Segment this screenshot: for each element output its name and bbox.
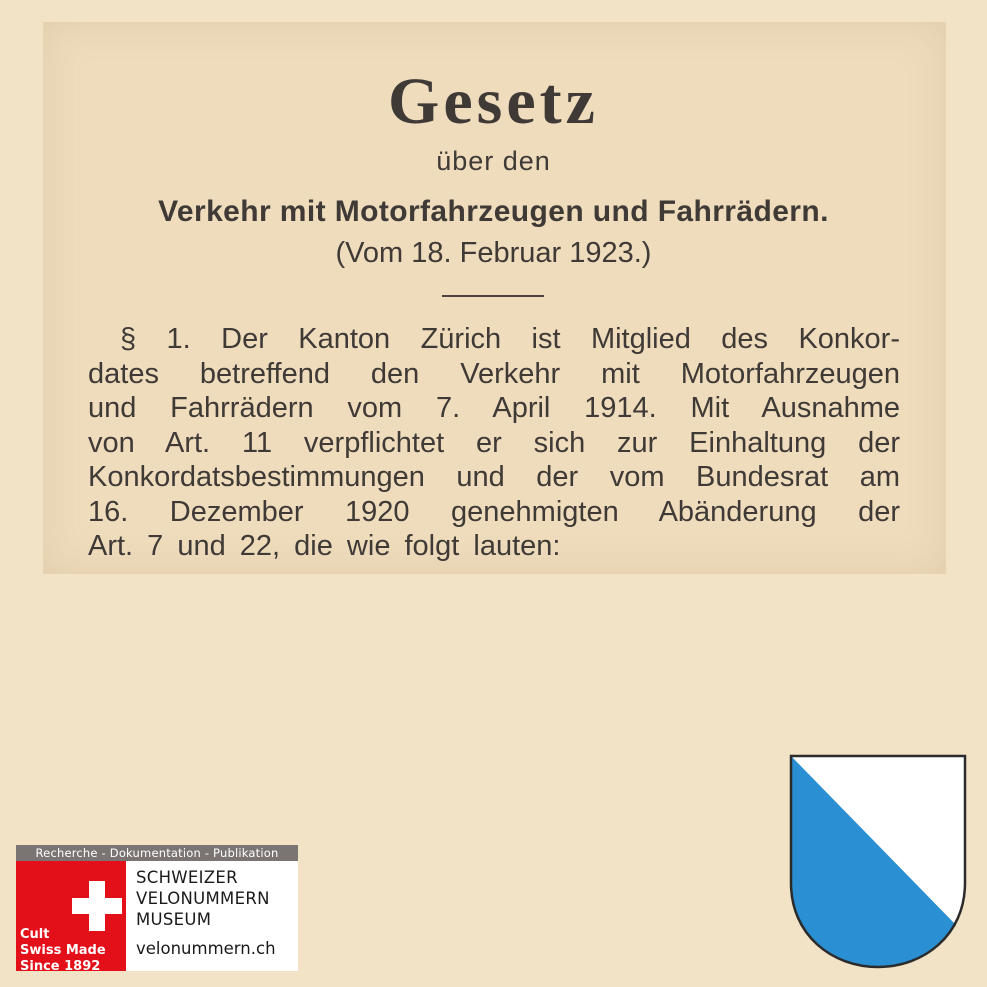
- document-divider: [442, 295, 544, 297]
- document-subject: Verkehr mit Motorfahrzeugen und Fahrrädern.: [158, 195, 829, 228]
- swiss-cross-icon: [72, 881, 122, 931]
- logo-name-line: SCHWEIZER: [136, 868, 238, 887]
- document-paragraph: [88, 322, 900, 564]
- logo-white-panel: [126, 861, 298, 971]
- paragraph-line: von Art. 11 verpflichtet er sich zur Einhaltung der: [88, 426, 900, 459]
- zurich-coat-of-arms-icon: [788, 753, 968, 971]
- logo-tagline: Recherche - Dokumentation - Publikation: [16, 845, 298, 861]
- document-title: Gesetz: [388, 65, 599, 138]
- logo-museum-name: [136, 867, 270, 930]
- paragraph-line: 16. Dezember 1920 genehmigten Abänderung der: [88, 495, 900, 528]
- document-date: (Vom 18. Februar 1923.): [335, 237, 652, 269]
- logo-name-line: VELONUMMERN: [136, 889, 270, 908]
- logo-red-panel: [16, 861, 126, 974]
- museum-logo: [16, 845, 298, 974]
- logo-name-line: MUSEUM: [136, 910, 212, 929]
- logo-cult-line: Since 1892: [20, 959, 101, 974]
- paragraph-line: dates betreffend den Verkehr mit Motorfahrzeugen: [88, 357, 900, 390]
- paragraph-line: Konkordatsbestimmungen und der vom Bundesrat am: [88, 461, 900, 493]
- paragraph-line: und Fahrrädern vom 7. April 1914. Mit Ausnahme: [88, 392, 900, 424]
- document-preposition: über den: [436, 146, 551, 176]
- logo-url: velonummern.ch: [136, 939, 276, 958]
- paragraph-line: Art. 7 und 22, die wie folgt lauten:: [88, 530, 561, 562]
- paragraph-line: § 1. Der Kanton Zürich ist Mitglied des Konkor-: [120, 323, 900, 355]
- logo-cult-line: Cult: [20, 927, 50, 942]
- logo-cult-line: Swiss Made: [20, 943, 106, 958]
- logo-cult-text: [20, 927, 106, 975]
